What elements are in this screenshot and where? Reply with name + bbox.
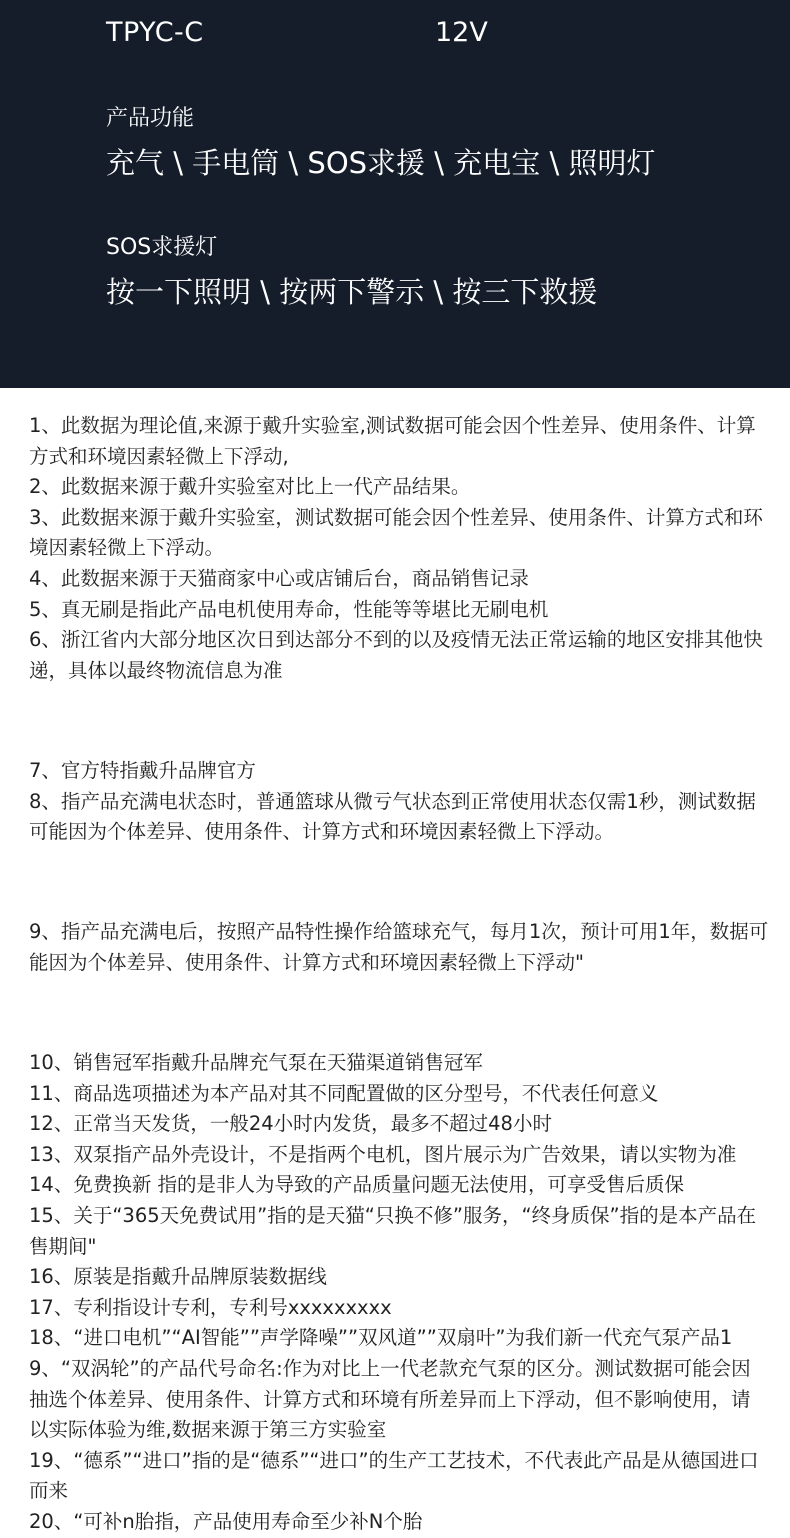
hero-banner [0, 0, 790, 388]
footnote-item: 14、免费换新 指的是非人为导致的产品质量问题无法使用，可享受售后质保 [29, 1173, 685, 1197]
note-spacer [29, 998, 769, 1029]
footnote-item: 15、关于“365天免费试用”指的是天猫“只换不修”服务，“终身质保”指的是本产品在售期间" [29, 1204, 757, 1258]
footnote-item: 2、此数据来源于戴升实验室对比上一代产品结果。 [29, 475, 471, 499]
footnote-item: 13、双泵指产品外壳设计，不是指两个电机，图片展示为广告效果，请以实物为准 [29, 1142, 737, 1166]
footnote-item: 16、原装是指戴升品牌原装数据线 [29, 1265, 327, 1289]
footnote-item: 3、此数据来源于戴升实验室，测试数据可能会因个性差异、使用条件、计算方式和环境因素轻微上下浮动。 [29, 505, 763, 560]
footnote-item: 20、“可补n胎指，产品使用寿命至少补N个胎 [29, 1510, 423, 1533]
functions-title: 产品功能 [106, 106, 195, 131]
footnote-item: 1、此数据为理论值,来源于戴升实验室,测试数据可能会因个性差异、使用条件、计算方式和环境因素轻微上下浮动, [29, 414, 756, 468]
functions-list: 充气 \ 手电筒 \ SOS求援 \ 充电宝 \ 照明灯 [106, 146, 656, 180]
spec-voltage: 12V [435, 17, 488, 48]
footnotes-list [29, 411, 769, 1538]
footnote-item: 7、官方特指戴升品牌官方 [29, 758, 256, 782]
footnote-item: 8、指产品充满电状态时，普通篮球从微亏气状态到正常使用状态仅需1秒，测试数据可能因为个体差异、使用条件、计算方式和环境因素轻微上下浮动。 [29, 789, 756, 844]
footnote-item: 12、正常当天发货，一般24小时内发货，最多不超过48小时 [29, 1112, 552, 1136]
note-spacer [29, 706, 769, 737]
footnote-item: 9、指产品充满电后，按照产品特性操作给篮球充气，每月1次，预计可用1年，数据可能因为个体差异、使用条件、计算方式和环境因素轻微上下浮动" [29, 920, 769, 974]
sos-modes: 按一下照明 \ 按两下警示 \ 按三下救援 [106, 275, 598, 309]
sos-title: SOS求援灯 [106, 235, 218, 260]
footnote-item: 6、浙江省内大部分地区次日到达部分不到的以及疫情无法正常运输的地区安排其他快递，具体以最终物流信息为准 [29, 628, 763, 682]
footnote-item: 11、商品选项描述为本产品对其不同配置做的区分型号，不代表任何意义 [29, 1081, 659, 1105]
footnote-item: 4、此数据来源于天猫商家中心或店铺后台，商品销售记录 [29, 566, 529, 590]
footnote-item: 5、真无刷是指此产品电机使用寿命，性能等等堪比无刷电机 [29, 597, 549, 621]
spec-port: TPYC-C [106, 17, 204, 48]
footnote-item: 17、专利指设计专利，专利号xxxxxxxxx [29, 1295, 392, 1319]
footnote-item: 18、“进口电机”“AI智能””声学降噪””双风道””双扇叶”为我们新一代充气泵产品19、“双涡轮”的产品代号命名:作为对比上一代老款充气泵的区分。测试数据可能会因抽选个体差异、使用条件、计算方式和环境有所差异而上下浮动，但不影响使用，请以实际体验为维,数据来源于第三方实验室 [29, 1326, 751, 1442]
note-spacer [29, 867, 769, 898]
footnote-item: 10、销售冠军指戴升品牌充气泵在天猫渠道销售冠军 [29, 1051, 483, 1075]
footnote-item: 19、“德系”“进口”指的是“德系”“进口”的生产工艺技术，不代表此产品是从德国进口而来 [29, 1448, 759, 1503]
